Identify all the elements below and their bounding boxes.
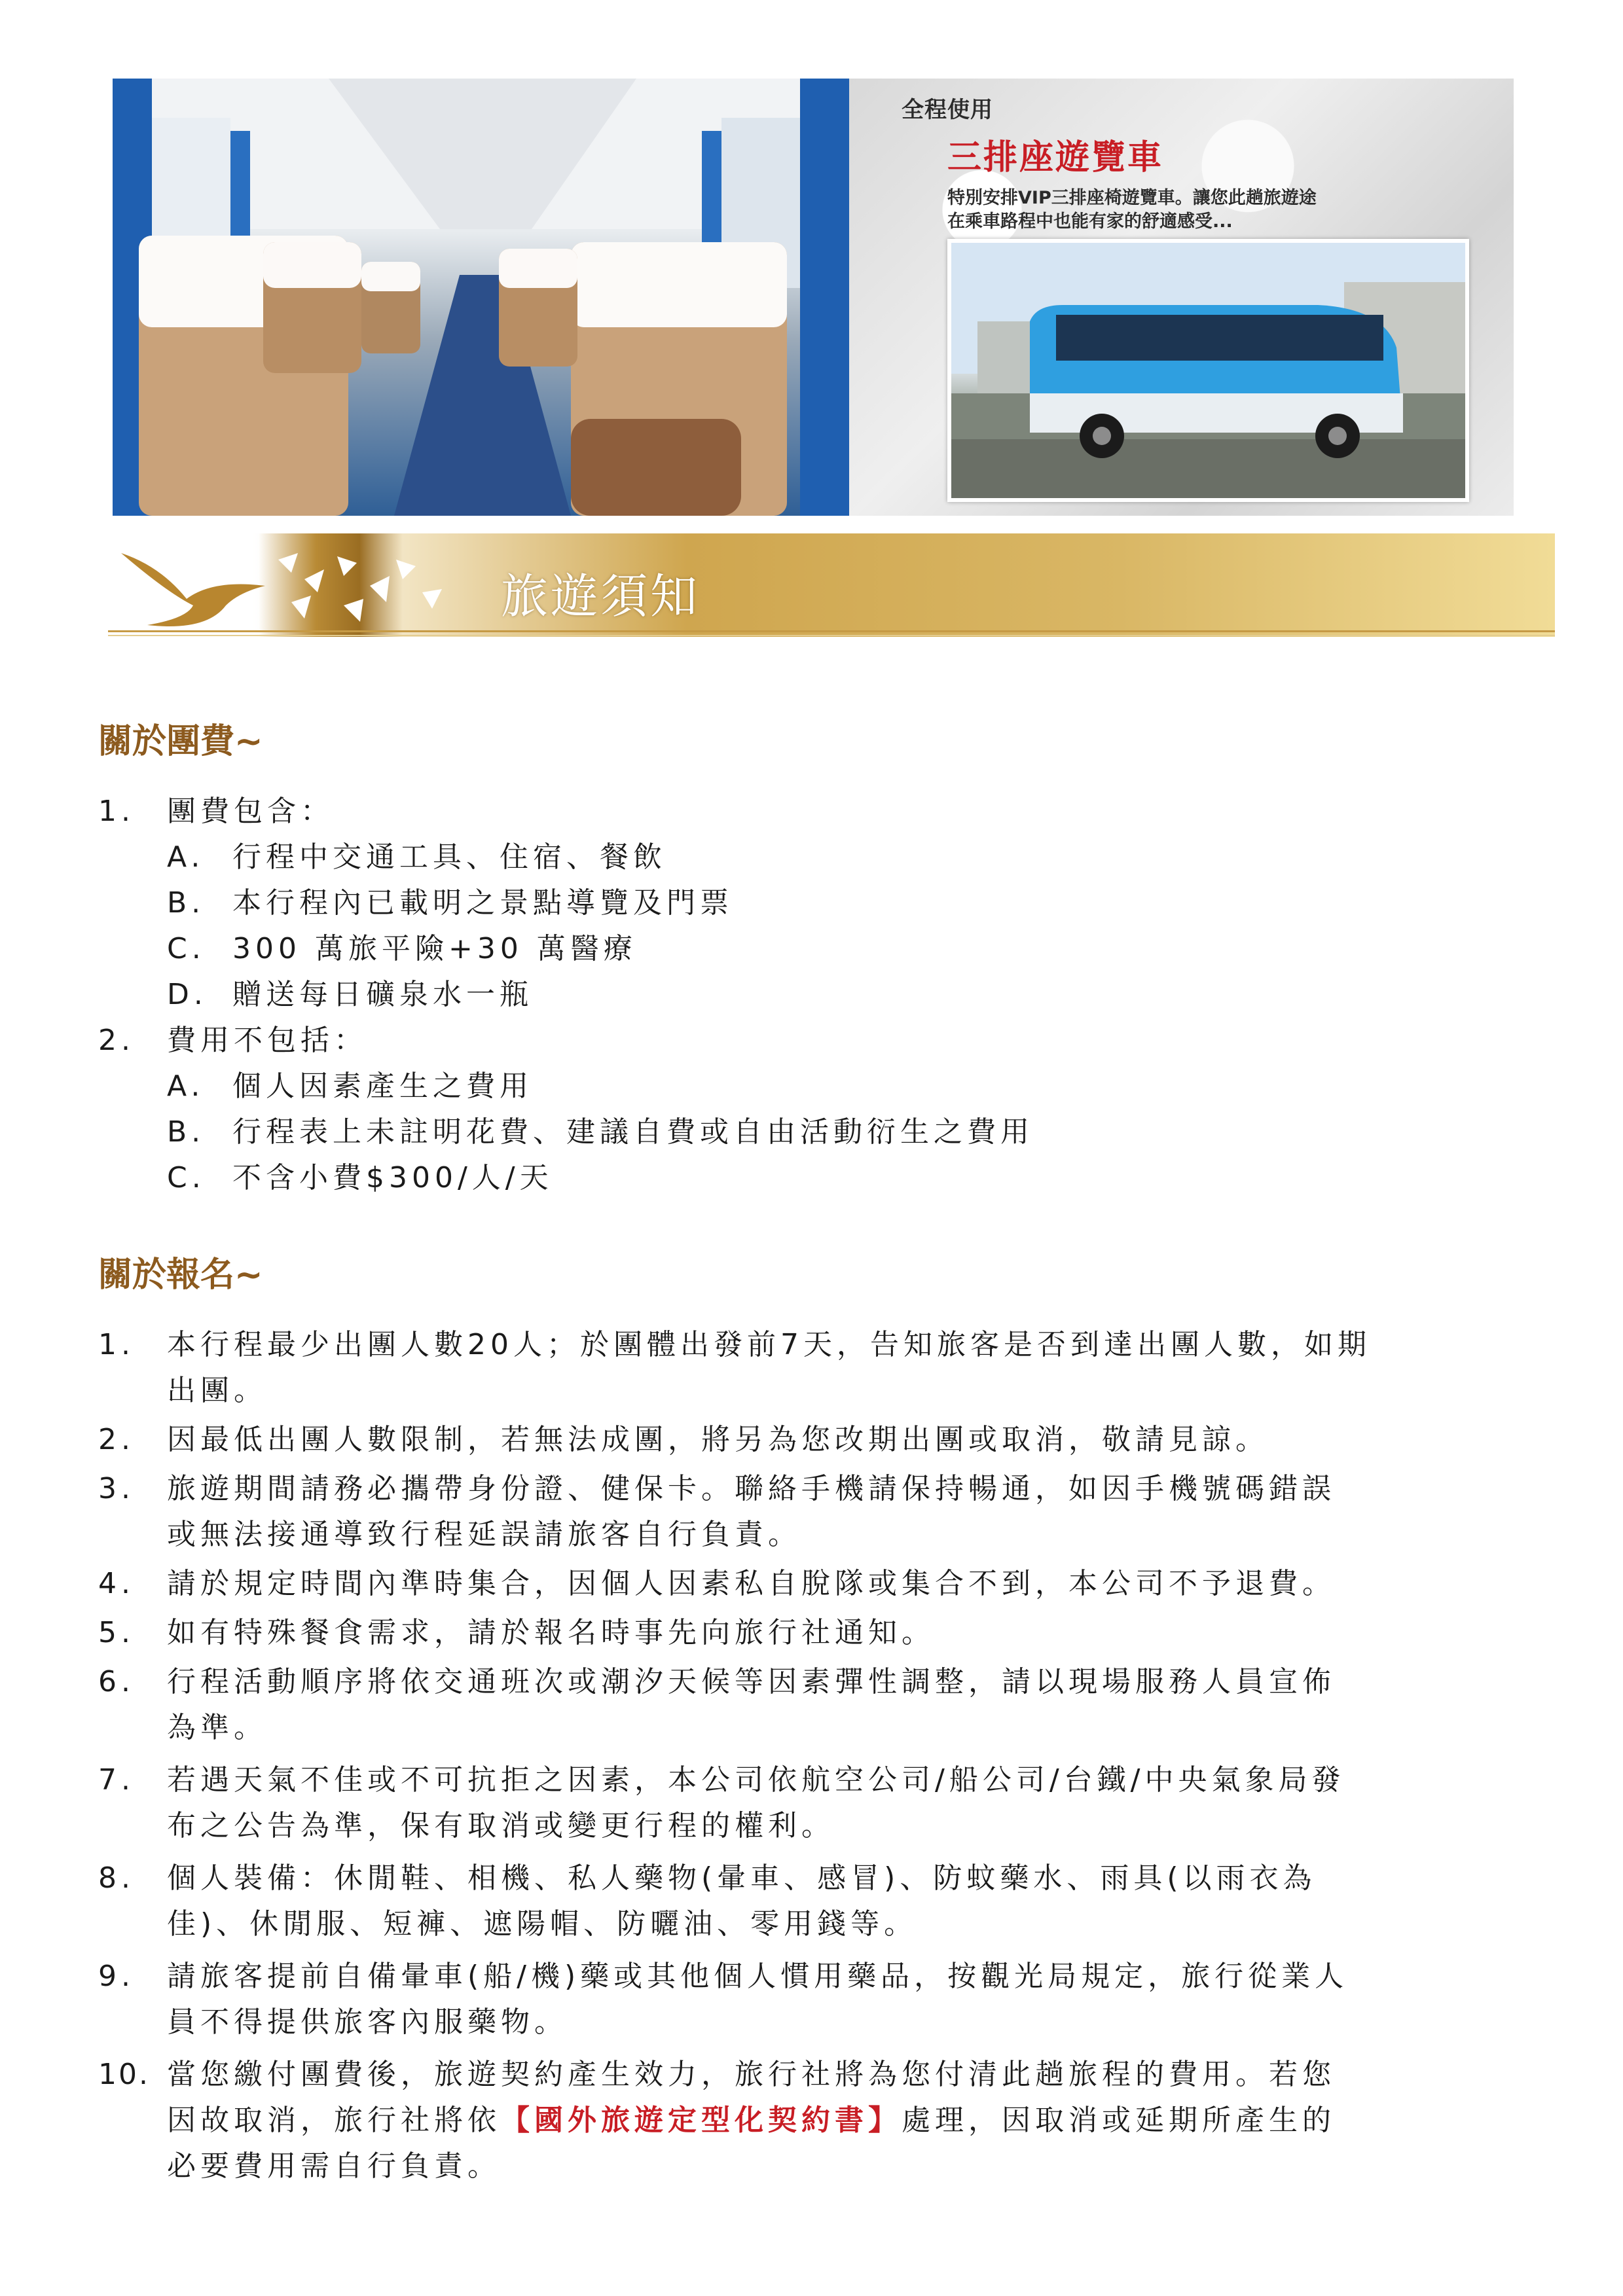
- bus-interior-illustration: [113, 79, 849, 516]
- list-number: 10.: [98, 2058, 150, 2091]
- list-number: 7.: [98, 1763, 135, 1797]
- list-label: 贈送每日礦泉水一瓶: [232, 978, 533, 1011]
- contract-title-highlight: 【國外旅遊定型化契約書】: [501, 2104, 902, 2137]
- list-item: [0, 880, 1623, 926]
- section-banner-title: 旅遊須知: [501, 569, 701, 624]
- promo-banner: [113, 79, 1514, 516]
- bus-exterior-photo: [947, 239, 1469, 502]
- list-number: 1.: [98, 1328, 135, 1361]
- list-letter: A.: [167, 1069, 205, 1103]
- list-item: [0, 1064, 1623, 1109]
- list-item: [0, 1561, 1623, 1607]
- list-text-line: 必要費用需自行負責。: [167, 2149, 501, 2183]
- fees-heading: 關於團費~: [98, 722, 263, 761]
- list-letter: C.: [167, 932, 206, 965]
- list-letter: A.: [167, 840, 205, 874]
- list-item: [0, 834, 1623, 880]
- list-text-line: 員不得提供旅客內服藥物。: [167, 2005, 568, 2039]
- list-text-line: 或無法接通導致行程延誤請旅客自行負責。: [167, 1518, 801, 1551]
- list-item: [0, 1322, 1623, 1414]
- list-number: 1.: [98, 795, 135, 828]
- list-label: 本行程內已載明之景點導覽及門票: [232, 886, 733, 920]
- list-number: 2.: [98, 1423, 135, 1456]
- list-number: 3.: [98, 1472, 135, 1505]
- list-text-line: 當您繳付團費後，旅遊契約產生效力，旅行社將為您付清此趟旅程的費用。若您: [167, 2058, 1336, 2091]
- list-label: 行程表上未註明花費、建議自費或自由活動衍生之費用: [232, 1115, 1034, 1149]
- list-text-line: 旅遊期間請務必攜帶身份證、健保卡。聯絡手機請保持暢通，如因手機號碼錯誤: [167, 1472, 1336, 1505]
- list-number: 8.: [98, 1861, 135, 1895]
- list-number: 2.: [98, 1024, 135, 1057]
- list-item: [0, 1856, 1623, 1947]
- tour-bus-illustration: [951, 243, 1465, 498]
- list-text-line: 布之公告為準，保有取消或變更行程的權利。: [167, 1809, 835, 1842]
- bus-interior-photo: [113, 79, 849, 516]
- bird-logo-icon: [108, 540, 501, 632]
- list-text-line: 請於規定時間內準時集合，因個人因素私自脫隊或集合不到，本公司不予退費。: [167, 1567, 1336, 1600]
- section-banner: [108, 533, 1555, 638]
- list-text-line: 出團。: [167, 1374, 267, 1407]
- list-number: 6.: [98, 1665, 135, 1698]
- promo-panel: [849, 79, 1514, 516]
- list-label: 不含小費$300/人/天: [232, 1161, 553, 1194]
- list-label: 個人因素產生之費用: [232, 1069, 533, 1103]
- list-text-line: [167, 2098, 1542, 2144]
- list-text-line: 若遇天氣不佳或不可抗拒之因素，本公司依航空公司/船公司/台鐵/中央氣象局發: [167, 1763, 1345, 1797]
- list-text-segment: 處理，因取消或延期所產生的: [902, 2104, 1336, 2137]
- list-label: 團費包含：: [167, 795, 334, 828]
- list-item: [0, 1417, 1623, 1463]
- list-item: [0, 2052, 1623, 2189]
- list-item: [0, 789, 1623, 834]
- promo-description-line-1: 特別安排VIP三排座椅遊覽車。讓您此趟旅遊途: [947, 188, 1317, 208]
- list-text-line: 佳)、休閒服、短褲、遮陽帽、防曬油、零用錢等。: [167, 1907, 918, 1941]
- list-text-line: 個人裝備：休閒鞋、相機、私人藥物(暈車、感冒)、防蚊藥水、雨具(以雨衣為: [167, 1861, 1317, 1895]
- promo-description-line-2: 在乘車路程中也能有家的舒適感受...: [947, 211, 1233, 232]
- list-text-line: 請旅客提前自備暈車(船/機)藥或其他個人慣用藥品，按觀光局規定，旅行從業人: [167, 1960, 1349, 1993]
- list-text-line: 如有特殊餐食需求，請於報名時事先向旅行社通知。: [167, 1616, 935, 1649]
- list-item: [0, 926, 1623, 972]
- list-text-line: 行程活動順序將依交通班次或潮汐天候等因素彈性調整，請以現場服務人員宣佈: [167, 1665, 1336, 1698]
- list-text-line: 為準。: [167, 1711, 267, 1744]
- list-item: [0, 1757, 1623, 1849]
- list-letter: C.: [167, 1161, 206, 1194]
- list-label: 行程中交通工具、住宿、餐飲: [232, 840, 666, 874]
- list-number: 4.: [98, 1567, 135, 1600]
- list-text-line: 因最低出團人數限制，若無法成團，將另為您改期出團或取消，敬請見諒。: [167, 1423, 1269, 1456]
- list-item: [0, 1659, 1623, 1751]
- list-item: [0, 972, 1623, 1018]
- list-text-line: 本行程最少出團人數20人；於團體出發前7天，告知旅客是否到達出團人數，如期: [167, 1328, 1371, 1361]
- list-number: 9.: [98, 1960, 135, 1993]
- list-item: [0, 1109, 1623, 1155]
- list-item: [0, 1610, 1623, 1656]
- list-text-segment: 因故取消，旅行社將依: [167, 2104, 501, 2137]
- list-item: [0, 1155, 1623, 1201]
- list-number: 5.: [98, 1616, 135, 1649]
- promo-title: 三排座遊覽車: [947, 138, 1164, 177]
- promo-kicker: 全程使用: [902, 97, 993, 123]
- list-letter: D.: [167, 978, 208, 1011]
- list-item: [0, 1466, 1623, 1558]
- list-label: 300 萬旅平險+30 萬醫療: [232, 932, 637, 965]
- list-item: [0, 1018, 1623, 1064]
- list-letter: B.: [167, 886, 206, 920]
- list-letter: B.: [167, 1115, 206, 1149]
- list-item: [0, 1954, 1623, 2045]
- list-label: 費用不包括：: [167, 1024, 367, 1057]
- registration-heading: 關於報名~: [98, 1255, 263, 1295]
